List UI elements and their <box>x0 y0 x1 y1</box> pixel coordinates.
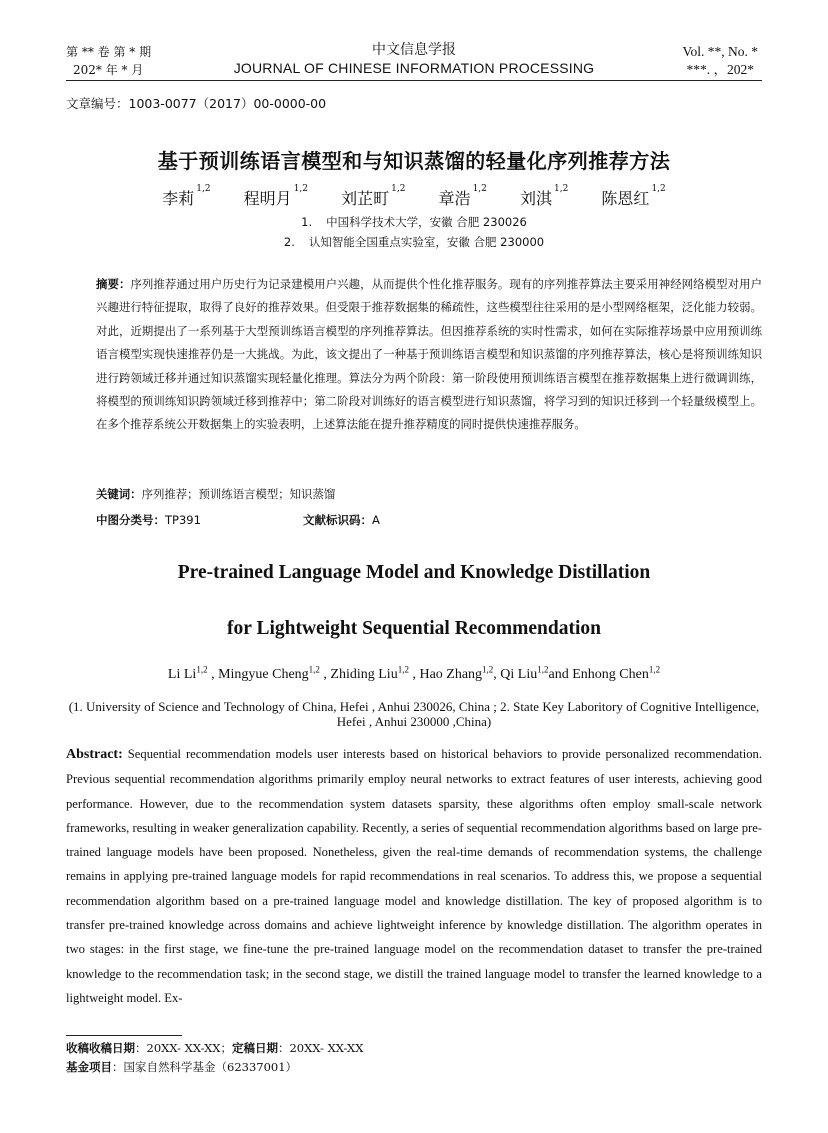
final-label: 定稿日期 <box>231 1041 278 1055</box>
footnote-fund <box>66 1059 297 1075</box>
author-en: Hao Zhang$^{1,2}$, <box>419 664 501 682</box>
doc-code-value: A <box>372 513 380 527</box>
author-en: Li Li$^{1,2}$ , <box>167 664 219 682</box>
header-year-cn: 202* 年 * 月 <box>73 63 144 77</box>
fund-label: 基金项目 <box>66 1060 112 1074</box>
author-cn: 陈恩红 $^{1,2}$ <box>601 184 666 208</box>
author-cn: 李莉 $^{1,2}$ <box>162 184 211 208</box>
authors-cn <box>0 186 828 209</box>
author-en: Mingyue Cheng$^{1,2}$ , <box>218 664 331 682</box>
abstract-en-label: Abstract: <box>66 747 123 762</box>
received-value: ：20XX- XX-XX； <box>135 1041 232 1055</box>
title-cn: 基于预训练语言模型和与知识蒸馏的轻量化序列推荐方法 <box>157 149 671 173</box>
title-en-line1: Pre-trained Language Model and Knowledge Distillation <box>177 562 651 583</box>
received-label: 收稿收稿日期 <box>66 1041 135 1055</box>
author-en: Zhiding Liu$^{1,2}$ , <box>330 664 420 682</box>
author-cn: 章浩 $^{1,2}$ <box>438 184 487 208</box>
author-cn: 刘芷町 $^{1,2}$ <box>341 184 406 208</box>
author-cn: 刘淇 $^{1,2}$ <box>519 184 569 208</box>
affiliations-en: (1. University of Science and Technology of China, Hefei , Anhui 230026, China ; 2. State Key Laboritory of Cognitive Intelligence, Hefei , Anhui 230000 ,China) <box>68 699 760 729</box>
author-en: and Enhong Chen$^{1,2}$ <box>548 664 661 682</box>
footnote-dates <box>66 1040 363 1056</box>
article-number: 文章编号：1003-0077（2017）00-0000-00 <box>66 96 327 111</box>
keywords-text: 序列推荐；预训练语言模型；知识蒸馏 <box>141 487 336 501</box>
abstract-en-text: Sequential recommendation models user interests based on historical behaviors to provide personalized recommendation. Previous sequential recommendation algorithms primarily employ neural networks to extract features of user interests, achieving good performance. However, due to the recommendation system datasets sparsity, these algorithms often employ small-scale network frameworks, resulting in weaker generalization capability. Recently, a series of sequential recommendation algorithms based on large pre-trained language models have been proposed. Nonetheless, given the real-time demands of recommendation systems, the challenge remains in applying pre-trained language models for rapid recommendations in real scenarios. To address this, we propose a sequential recommendation algorithm based on a pre-trained language model and knowledge distillation. The key of proposed algorithm is to transfer pre-trained knowledge across domains and achieve lightweight inference by knowledge distillation. The algorithm operates in two stages: in the first stage, we fine-tune the pre-trained language model on the recommendation dataset to transfer the pre-trained knowledge to the recommendation task; in the second stage, we distill the trained language model to transfer the learned knowledge to a lightweight model. Ex- <box>66 747 762 1005</box>
final-value: ：20XX- XX-XX <box>277 1041 364 1055</box>
authors-en <box>0 664 828 683</box>
header-volume-cn: 第 ** 卷 第 * 期 <box>66 45 152 59</box>
header-divider <box>66 80 762 81</box>
header-year-en: ***. ，202* <box>686 62 754 77</box>
classification <box>96 512 380 528</box>
journal-name-en: JOURNAL OF CHINESE INFORMATION PROCESSING <box>233 60 595 76</box>
abstract-en <box>66 742 762 1010</box>
abstract-cn-text: 序列推荐通过用户历史行为记录建模用户兴趣，从而提供个性化推荐服务。现有的序列推荐算法主要采用神经网络模型对用户兴趣进行特征提取，取得了良好的推荐效果。但受限于推荐数据集的稀疏性，这些模型往往采用的是小型网络框架，泛化能力较弱。对此，近期提出了一系列基于大型预训练语言模型的序列推荐算法。但因推荐系统的实时性需求，如何在实际推荐场景中应用预训练语言模型实现快速推荐仍是一大挑战。为此，该文提出了一种基于预训练语言模型和知识蒸馏的序列推荐算法，核心是将预训练知识进行跨领域迁移并通过知识蒸馏实现轻量化推理。算法分为两个阶段：第一阶段使用预训练语言模型在推荐数据集上进行微调训练，将模型的预训练知识跨领域迁移到推荐中；第二阶段对训练好的语言模型进行知识蒸馏，将学习到的知识迁移到一个轻量级模型上。在多个推荐系统公开数据集上的实验表明，上述算法能在提升推荐精度的同时提供快速推荐服务。 <box>96 277 762 432</box>
clc-label: 中图分类号： <box>96 513 165 527</box>
keywords-label: 关键词： <box>96 487 142 501</box>
fund-value: ：国家自然科学基金（62337001） <box>112 1060 298 1074</box>
affiliation-cn-1: 1. 中国科学技术大学，安徽 合肥 230026 <box>301 215 527 229</box>
affiliation-cn-2: 2. 认知智能全国重点实验室，安徽 合肥 230000 <box>283 235 545 249</box>
author-cn: 程明月 $^{1,2}$ <box>243 184 309 208</box>
footnote-divider <box>66 1035 182 1036</box>
title-en-line2: for Lightweight Sequential Recommendation <box>227 618 601 639</box>
author-en: Qi Liu$^{1,2}$ <box>500 664 549 682</box>
header-volume-en: Vol. **, No. * <box>682 44 758 59</box>
journal-name-cn: 中文信息学报 <box>372 42 456 58</box>
keywords-cn <box>96 486 335 502</box>
doc-code-label: 文献标识码： <box>303 513 372 527</box>
abstract-cn <box>96 273 762 437</box>
header-volume-en-block <box>682 43 758 79</box>
clc-value: TP391 <box>165 513 201 527</box>
abstract-cn-label: 摘要： <box>96 277 131 291</box>
